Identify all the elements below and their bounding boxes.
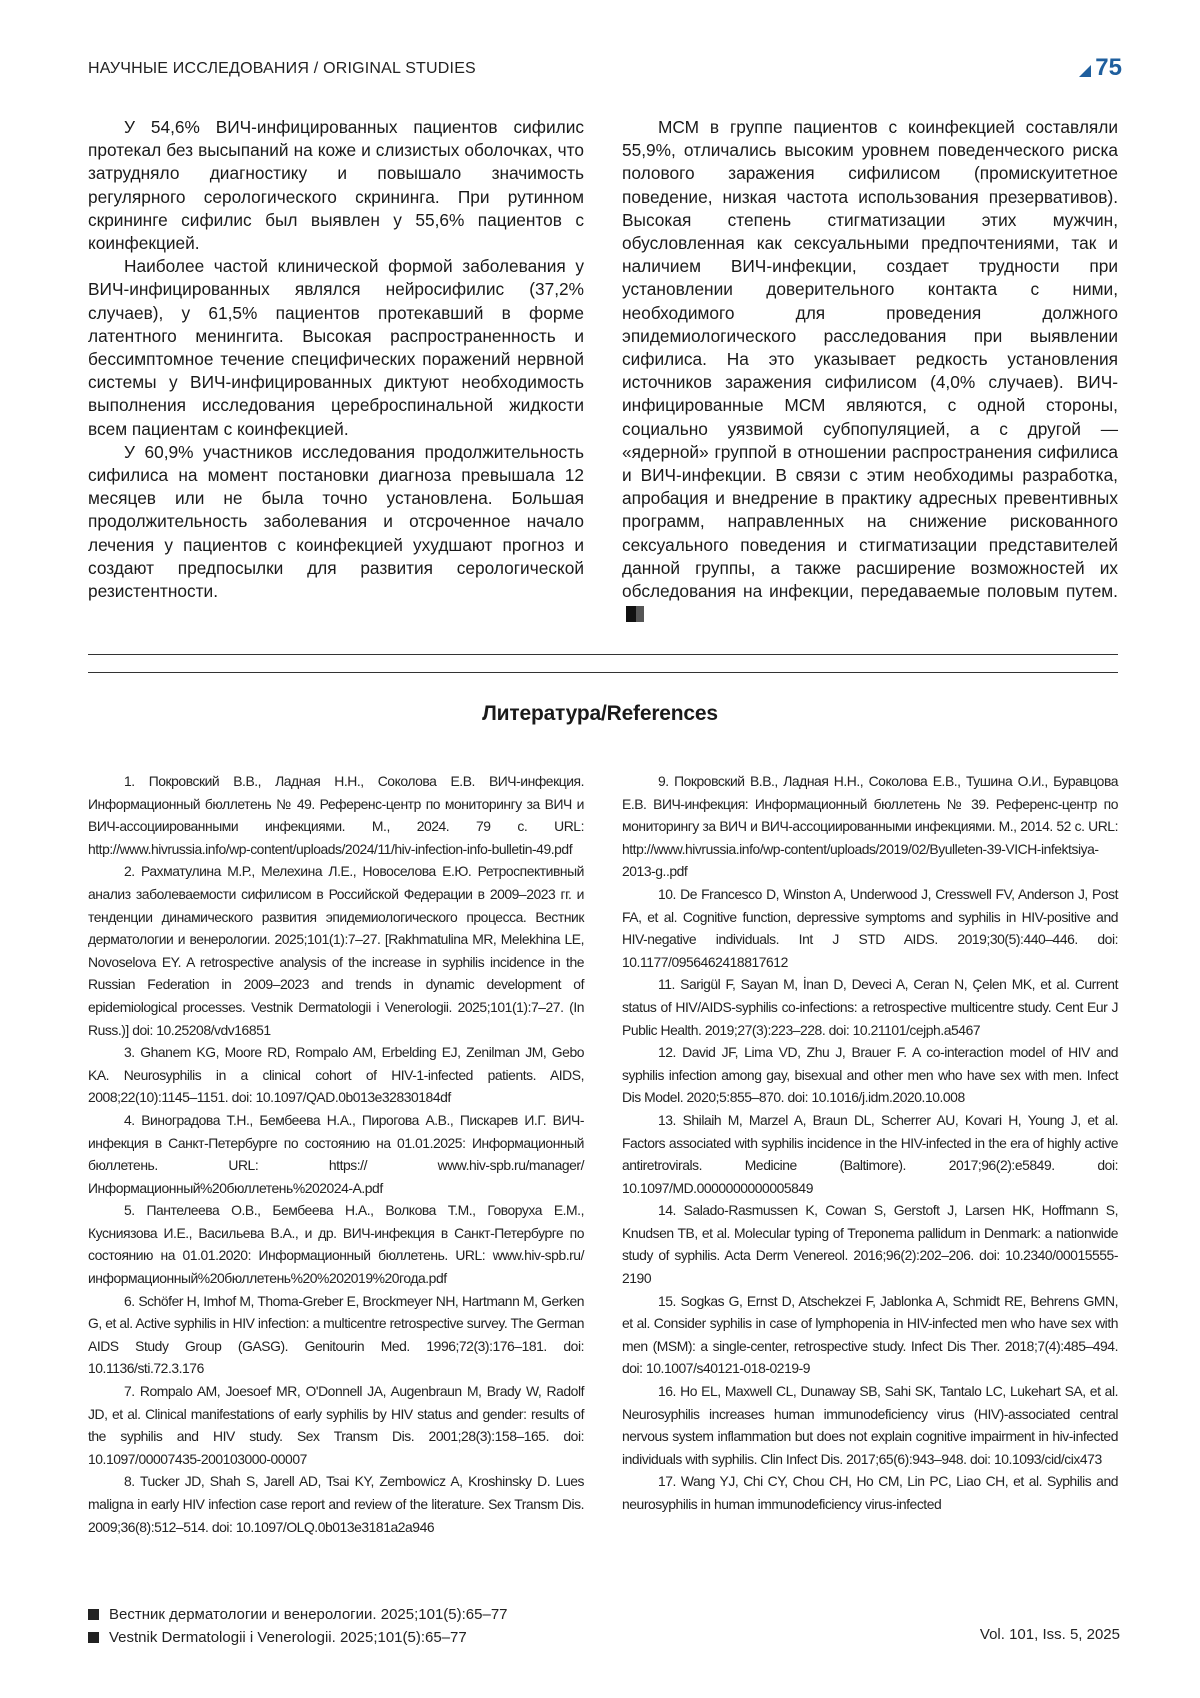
references-column-right [622,770,1118,1516]
triangle-marker-icon [1079,65,1091,77]
body-column-left [88,116,584,603]
reference-item: 13. Shilaih M, Marzel A, Braun DL, Scherrer AU, Kovari H, Young J, et al. Factors associated with syphilis incidence in the HIV-infected in the era of highly active antiretrovirals. Medicine (Baltimore). 2017;96(2):e5849. doi: 10.1097/MD.0000000000005849 [622,1111,1118,1196]
reference-item: 11. Sarigül F, Sayan M, İnan D, Deveci A, Ceran N, Çelen MK, et al. Current status of HIV/AIDS-syphilis co-infections: a retrospective multicentre study. Cent Eur J Public Health. 2019;27(3):223–228. doi: 10.21101/cejph.a5467 [622,976,1118,1038]
footer-line-ru [88,1603,508,1626]
body-paragraph: У 60,9% участников исследования продолжительность сифилиса на момент постановки диагноза превышала 12 месяцев или не была точно установлена. Большая продолжительность заболевания и отсроченное начало лечения у пациентов с коинфекцией ухудшают прогноз и создают предпосылки для развития серологической резистентности. [88,441,584,602]
volume-issue: Vol. 101, Iss. 5, 2025 [979,1626,1120,1643]
footer-citation [88,1603,508,1649]
references-title: Литература/References [482,702,718,725]
journal-citation-ru: Вестник дерматологии и венерологии. 2025;101(5):65–77 [109,1606,508,1623]
divider-rule [88,672,1118,673]
reference-item: 8. Tucker JD, Shah S, Jarell AD, Tsai KY, Zembowicz A, Kroshinsky D. Lues maligna in early HIV infection case report and review of the literature. Sex Transm Dis. 2009;36(8):512–514. doi: 10.1097/OLQ.0b013e3181a2a946 [88,1473,584,1535]
reference-item: 16. Ho EL, Maxwell CL, Dunaway SB, Sahi SK, Tantalo LC, Lukehart SA, et al. Neurosyphilis increases human immunodeficiency virus (HIV)-associated central nervous system inflammation but does not explain cognitive impairment in hiv-infected individuals with syphilis. Clin Infect Dis. 2017;65(6):943–948. doi: 10.1093/cid/cix473 [622,1383,1118,1467]
reference-item: 6. Schöfer H, Imhof M, Thoma-Greber E, Brockmeyer NH, Hartmann M, Gerken G, et al. Active syphilis in HIV infection: a multicentre retrospective survey. The German AIDS Study Group (GASG). Genitourin Med. 1996;72(3):176–181. doi: 10.1136/sti.72.3.176 [88,1292,584,1377]
body-paragraph: У 54,6% ВИЧ-инфицированных пациентов сифилис протекал без высыпаний на коже и слизистых оболочках, что затрудняло диагностику и повышало значимость регулярного серологического скрининга. При рутинном скрининге сифилис был выявлен у 55,6% пациентов с коинфекцией. [88,117,584,254]
body-paragraph [622,116,1118,626]
journal-citation-en: Vestnik Dermatologii i Venerologii. 2025;101(5):65–77 [109,1629,467,1646]
footer-line-en [88,1626,508,1649]
reference-item: 15. Sogkas G, Ernst D, Atschekzei F, Jablonka A, Schmidt RE, Behrens GMN, et al. Consider syphilis in case of lymphopenia in HIV-infected men who have sex with men (MSM): a single-center, retrospective study. Infect Dis Ther. 2018;7(4):485–494. doi: 10.1007/s40121-018-0219-9 [622,1292,1118,1377]
square-bullet-icon [88,1609,99,1620]
reference-item: 9. Покровский В.В., Ладная Н.Н., Соколова Е.В., Тушина О.И., Буравцова Е.В. ВИЧ-инфекция: Информационный бюллетень № 39. Референс-центр по мониторингу за ВИЧ и ВИЧ-ассоциированными инфекциями. М., 2014. 52 с. URL: http://www.hivrussia.info/wp-content/uploads/2019/02/Byulleten-39-VICH-infektsiya-2013-g..pdf [622,773,1118,880]
reference-item: 5. Пантелеева О.В., Бембеева Н.А., Волкова Т.М., Говоруха Е.М., Кусниязова И.Е., Васильева В.А., и др. ВИЧ-инфекция в Санкт-Петербурге по состоянию на 01.01.2020: Информационный бюллетень. URL: www.hiv-spb.ru/информационный%20бюллетень%20%202019%20года.pdf [88,1202,584,1287]
divider-rule [88,654,1118,655]
reference-item: 4. Виноградова Т.Н., Бембеева Н.А., Пирогова А.В., Пискарев И.Г. ВИЧ-инфекция в Санкт-Петербурге по состоянию на 01.01.2025: Информационный бюллетень. URL: https:// www.hiv-spb.ru/manager/Информационный%20бюллетень%202024-A.pdf [88,1111,584,1196]
body-paragraph: Наиболее частой клинической формой заболевания у ВИЧ-инфицированных являлся нейросифилис (37,2% случаев), у 61,5% пациентов протекавший в форме латентного менингита. Высокая распространенность и бессимптомное течение специфических поражений нервной системы у ВИЧ-инфицированных диктуют необходимость выполнения исследования цереброспинальной жидкости всем пациентам с коинфекцией. [88,256,584,439]
reference-item: 2. Рахматулина М.Р., Мелехина Л.Е., Новоселова Е.Ю. Ретроспективный анализ заболеваемости сифилисом в Российской Федерации в 2009–2023 гг. и тенденции динамического развития эпидемиологического процесса. Вестник дерматологии и венерологии. 2025;101(1):7–27. [Rakhmatulina MR, Melekhina LE, Novoselova EY. A retrospective analysis of the increase in syphilis incidence in the Russian Federation in 2009–2023 and trends in dynamic development of epidemiological processes. Vestnik Dermatologii i Venerologii. 2025;101(1):7–27. (In Russ.)] doi: 10.25208/vdv16851 [88,863,584,1038]
end-of-article-icon [626,606,644,622]
reference-item: 7. Rompalo AM, Joesoef MR, O'Donnell JA, Augenbraun M, Brady W, Radolf JD, et al. Clinical manifestations of early syphilis by HIV status and gender: results of the syphilis and HIV study. Sex Transm Dis. 2001;28(3):158–165. doi: 10.1097/00007435-200103000-00007 [88,1383,584,1467]
page-number [1079,54,1122,82]
square-bullet-icon [88,1632,99,1643]
body-column-right [622,116,1118,626]
reference-item: 1. Покровский В.В., Ладная Н.Н., Соколова Е.В. ВИЧ-инфекция. Информационный бюллетень № 49. Референс-центр по мониторингу за ВИЧ и ВИЧ-ассоциированными инфекциями. М., 2024. 79 с. URL: http://www.hivrussia.info/wp-content/uploads/2024/11/hiv-infection-info-bulletin-49.pdf [88,773,584,857]
references-column-left [88,770,584,1538]
reference-item: 14. Salado-Rasmussen K, Cowan S, Gerstoft J, Larsen HK, Hoffmann S, Knudsen TB, et al. Molecular typing of Treponema pallidum in Denmark: a nationwide study of syphilis. Acta Derm Venereol. 2016;96(2):202–206. doi: 10.2340/00015555-2190 [622,1202,1118,1287]
body-paragraph-text: МСМ в группе пациентов с коинфекцией составляли 55,9%, отличались высоким уровнем поведенческого риска полового заражения сифилисом (промискуитетное поведение, низкая частота использования презервативов). Высокая степень стигматизации этих мужчин, обусловленная как сексуальными предпочтениями, так и наличием ВИЧ-инфекции, создает трудности при установлении доверительного контакта с ними, необходимого для проведения должного эпидемиологического расследования при выявлении сифилиса. На это указывает редкость установления источников заражения сифилисом (4,0% случаев). ВИЧ-инфицированные МСМ являются, с одной стороны, социально уязвимой субпопуляцией, а с другой — «ядерной» группой в отношении распространения сифилиса и ВИЧ-инфекции. В связи с этим необходимы разработка, апробация и внедрение в практику адресных превентивных программ, направленных на снижение рискованного сексуального поведения и стигматизации представителей данной группы, а также расширение возможностей их обследования на инфекции, передаваемые половым путем. [622,117,1118,602]
reference-item: 12. David JF, Lima VD, Zhu J, Brauer F. A co-interaction model of HIV and syphilis infection among gay, bisexual and other men who have sex with men. Infect Dis Model. 2020;5:855–870. doi: 10.1016/j.idm.2020.10.008 [622,1044,1118,1106]
reference-item: 17. Wang YJ, Chi CY, Chou CH, Ho CM, Lin PC, Liao CH, et al. Syphilis and neurosyphilis in human immunodeficiency virus-infected [622,1473,1118,1512]
reference-item: 10. De Francesco D, Winston A, Underwood J, Cresswell FV, Anderson J, Post FA, et al. Cognitive function, depressive symptoms and syphilis in HIV-positive and HIV-negative individuals. Int J STD AIDS. 2019;30(5):440–446. doi: 10.1177/0956462418817612 [622,885,1118,970]
page-number-text: 75 [1095,54,1122,81]
running-head: НАУЧНЫЕ ИССЛЕДОВАНИЯ / ORIGINAL STUDIES [88,60,476,77]
reference-item: 3. Ghanem KG, Moore RD, Rompalo AM, Erbelding EJ, Zenilman JM, Gebo KA. Neurosyphilis in a clinical cohort of HIV-1-infected patients. AIDS, 2008;22(10):1145–1151. doi: 10.1097/QAD.0b013e32830184df [88,1044,584,1106]
